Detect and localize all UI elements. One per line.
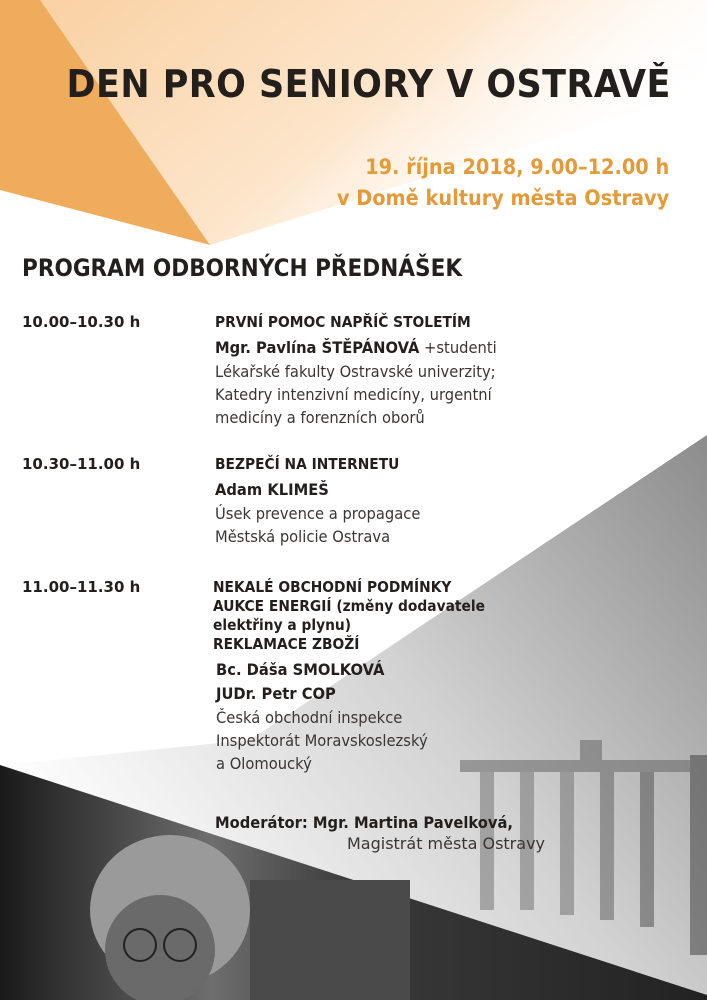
program-org-line: Katedry intenzivní medicíny, urgentní <box>215 385 492 404</box>
program-topic: BEZPEČÍ NA INTERNETU <box>215 455 400 473</box>
speaker-name: Adam KLIMEŠ <box>215 480 329 499</box>
speaker-name: Mgr. Pavlína ŠTĚPÁNOVÁ <box>215 338 420 357</box>
event-date: 19. října 2018, 9.00–12.00 h <box>364 155 669 179</box>
program-speaker <box>215 336 601 360</box>
program-speaker <box>216 682 600 706</box>
program-topic: PRVNÍ POMOC NAPŘÍČ STOLETÍM <box>215 313 471 331</box>
poster-title: DEN PRO SENIORY V OSTRAVĚ <box>66 62 671 106</box>
program-content <box>215 313 635 429</box>
program-time: 11.00–11.30 h <box>22 578 141 596</box>
moderator-name: Moderátor: Mgr. Martina Pavelková, <box>215 813 513 832</box>
program-topic: REKLAMACE ZBOŽÍ <box>213 635 360 653</box>
program-content <box>213 578 633 775</box>
moderator-org: Magistrát města Ostravy <box>346 834 545 853</box>
program-topic: AUKCE ENERGIÍ (změny dodavatele <box>213 597 485 615</box>
program-topic: elektřiny a plynu) <box>213 616 352 634</box>
event-venue: v Domě kultury města Ostravy <box>336 186 669 210</box>
program-org-line: medicíny a forenzních oborů <box>215 408 425 427</box>
moderator-block <box>215 813 555 853</box>
program-org-line: Česká obchodní inspekce <box>216 708 403 727</box>
speaker-suffix: +studenti <box>419 338 497 357</box>
program-org-line: Úsek prevence a propagace <box>215 504 421 523</box>
program-time: 10.00–10.30 h <box>22 313 141 331</box>
program-content <box>215 455 635 548</box>
speaker-name: JUDr. Petr COP <box>216 684 336 703</box>
program-org-line: Inspektorát Moravskoslezský <box>216 731 428 750</box>
program-speaker <box>216 658 600 682</box>
program-time: 10.30–11.00 h <box>22 455 141 473</box>
speaker-name: Bc. Dáša SMOLKOVÁ <box>216 660 385 679</box>
program-topic: NEKALÉ OBCHODNÍ PODMÍNKY <box>213 578 452 596</box>
event-date-venue <box>337 152 669 214</box>
program-org-line: Městská policie Ostrava <box>215 527 391 546</box>
program-speaker <box>215 478 601 502</box>
program-title: PROGRAM ODBORNÝCH PŘEDNÁŠEK <box>22 254 463 282</box>
program-org-line: Lékařské fakulty Ostravské univerzity; <box>215 362 496 381</box>
program-org-line: a Olomoucký <box>216 754 312 773</box>
